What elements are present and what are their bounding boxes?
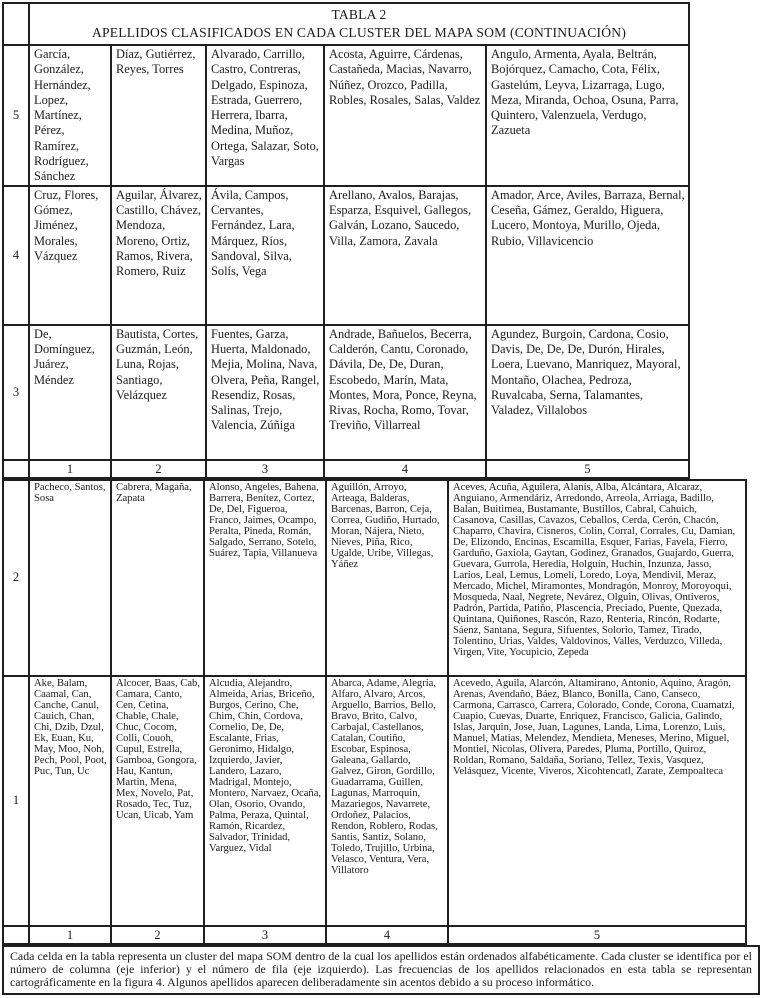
row-label-4: 4 [3,186,29,325]
cluster-cell-r1c5: Acevedo, Aguila, Alarcón, Altamirano, Antonio, Aquino, Aragón, Arenas, Avendaño, Báez, Blanco, Bonilla, Cano, Canseco, Carmona, Carrasco, Carrera, Colorado, Conde, Corona, Cuamatzi, Cuapio, Cuevas, Duarte, Enriquez, Francisco, Galicia, Galindo, Islas, Jarquin, Jose, Juan, Lagunes, Landa, Lima, Lorenzo, Luis, Manuel, Matias, Melendez, Mendieta, Meneses, Merino, Miguel, Montiel, Nicolas, Olivera, Paredes, Pluma, Portillo, Quiroz, Roldan, Romano, Saldaña, Soriano, Tellez, Texis, Vasquez, Velásquez, Vicente, Viveros, Xicohtencatl, Zarate, Zempoalteca [448,676,746,926]
cluster-cell-r4c3: Ávila, Campos, Cervantes, Fernández, Lara, Márquez, Ríos, Sandoval, Silva, Solís, Vega [206,186,324,325]
column-labels-row-bottom [3,926,746,944]
column-label-top-4: 4 [324,460,486,478]
cluster-cell-r3c3: Fuentes, Garza, Huerta, Maldonado, Mejia, Molina, Nava, Olvera, Peña, Rangel, Resendiz, Rosas, Salinas, Trejo, Valencia, Zúñiga [206,325,324,460]
column-label-bottom-5: 5 [448,926,746,944]
column-label-bottom-1: 1 [29,926,111,944]
table-row-5 [3,45,689,186]
column-labels-row-top [3,460,689,478]
column-label-bottom-3: 3 [204,926,326,944]
table-title-line1: TABLA 2 [331,7,387,22]
column-labels-bottom-corner [3,926,29,944]
cluster-cell-r4c4: Arellano, Avalos, Barajas, Esparza, Esquivel, Gallegos, Galván, Lozano, Saucedo, Villa, Zamora, Zavala [324,186,486,325]
cluster-cell-r5c3: Alvarado, Carrillo, Castro, Contreras, Delgado, Espinoza, Estrada, Guerrero, Herrera, Ibarra, Medina, Muñoz, Ortega, Salazar, Soto, Vargas [206,45,324,186]
column-label-top-1: 1 [29,460,111,478]
cluster-cell-r2c5: Aceves, Acuña, Aguilera, Alanís, Alba, Alcántara, Alcaraz, Anguiano, Armendáriz, Arredondo, Arreola, Arriaga, Badillo, Balan, Buitimea, Bustamante, Bustillos, Cabral, Cahuich, Casanova, Casillas, Cavazos, Ceballos, Cerda, Cerón, Chacón, Chaparro, Chavira, Cisneros, Colin, Corral, Corrales, Cu, Damian, De, Elizondo, Encinas, Escamilla, Esquer, Farias, Favela, Fierro, Garduño, Gaxiola, Gaytan, Godinez, Granados, Guajardo, Guerra, Guevara, Gurrola, Heredia, Holguín, Huchin, Inzunza, Jasso, Larios, Leal, Lemus, Lomelí, Loredo, Loya, Mendivil, Meraz, Mercado, Michel, Miramontes, Mondragón, Monroy, Moroyoqui, Mosqueda, Naal, Negrete, Nevárez, Olguin, Olivas, Ontiveros, Padrón, Partida, Patiño, Plascencia, Preciado, Puente, Quezada, Quintana, Quiñones, Rascón, Razo, Renteria, Rincón, Rodarte, Sáenz, Santana, Segura, Sifuentes, Solorio, Tamez, Tirado, Tolentino, Urias, Valdes, Valdovinos, Valles, Verduzco, Villeda, Virgen, Vite, Yocupicio, Zepeda [448,480,746,676]
cluster-cell-r2c2: Cabrera, Magaña, Zapata [111,480,204,676]
row-label-2: 2 [3,480,29,676]
som-cluster-table-top [2,2,690,479]
cluster-cell-r3c2: Bautista, Cortes, Guzmán, León, Luna, Rojas, Santiago, Velázquez [111,325,206,460]
table-row-3 [3,325,689,460]
table-footnote: Cada celda en la tabla representa un cluster del mapa SOM dentro de la cual los apellidos están ordenados alfabéticamente. Cada cluster se identifica por el número de columna (eje inferior) y el número de fila (eje izquierdo). Las frecuencias de los apellidos relacionados en esta tabla se representan cartográficamente en la figura 4. Algunos apellidos aparecen deliberadamente sin acentos debido a su proceso informático. [2,945,760,996]
table-row-1 [3,676,746,926]
cluster-cell-r2c1: Pacheco, Santos, Sosa [29,480,111,676]
cluster-cell-r3c1: De, Domínguez, Juárez, Méndez [29,325,111,460]
cluster-cell-r5c4: Acosta, Aguirre, Cárdenas, Castañeda, Macias, Navarro, Núñez, Orozco, Padilla, Robles, Rosales, Salas, Valdez [324,45,486,186]
column-labels-top-corner [3,460,29,478]
cluster-cell-r4c5: Amador, Arce, Aviles, Barraza, Bernal, Ceseña, Gámez, Geraldo, Higuera, Lucero, Montoya, Murillo, Ojeda, Rubio, Villavicencio [486,186,689,325]
cluster-cell-r4c2: Aguilar, Álvarez, Castillo, Chávez, Mendoza, Moreno, Ortiz, Ramos, Rivera, Romero, Ruiz [111,186,206,325]
cluster-cell-r5c2: Díaz, Gutiérrez, Reyes, Torres [111,45,206,186]
cluster-cell-r3c5: Agundez, Burgoin, Cardona, Cosio, Davis, De, De, De, Durón, Hirales, Loera, Luevano, Manriquez, Mayoral, Montaño, Olachea, Pedroza, Ruvalcaba, Serna, Talamantes, Valadez, Villalobos [486,325,689,460]
table-title-line2: APELLIDOS CLASIFICADOS EN CADA CLUSTER DEL MAPA SOM (CONTINUACIÓN) [91,25,627,40]
column-label-bottom-4: 4 [326,926,448,944]
cluster-cell-r5c1: García, González, Hernández, Lopez, Martínez, Pérez, Ramírez, Rodríguez, Sánchez [29,45,111,186]
row-label-1: 1 [3,676,29,926]
table-row-2 [3,480,746,676]
cluster-cell-r5c5: Angulo, Armenta, Ayala, Beltrán, Bojórquez, Camacho, Cota, Félix, Gastelúm, Leyva, Lizarraga, Lugo, Meza, Miranda, Ochoa, Osuna, Parra, Quintero, Valenzuela, Verdugo, Zazueta [486,45,689,186]
table-title-row [3,3,689,45]
column-label-top-5: 5 [486,460,689,478]
column-label-top-3: 3 [206,460,324,478]
title-row-corner-cell [3,3,29,45]
cluster-cell-r4c1: Cruz, Flores, Gómez, Jiménez, Morales, Vázquez [29,186,111,325]
column-label-bottom-2: 2 [111,926,204,944]
cluster-cell-r1c2: Alcocer, Baas, Cab, Camara, Canto, Cen, Cetina, Chable, Chale, Chuc, Cocom, Colli, Couoh, Cupul, Estrella, Gamboa, Gongora, Hau, Kantun, Martin, Mena, Mex, Novelo, Pat, Rosado, Tec, Tuz, Ucan, Uicab, Yam [111,676,204,926]
som-cluster-table-bottom [2,479,747,945]
cluster-cell-r3c4: Andrade, Bañuelos, Becerra, Calderón, Cantu, Coronado, Dávila, De, De, Duran, Escobedo, Marín, Mata, Montes, Mora, Ponce, Reyna, Rivas, Rocha, Romo, Tovar, Treviño, Villarreal [324,325,486,460]
cluster-cell-r1c1: Ake, Balam, Caamal, Can, Canche, Canul, Cauich, Chan, Chi, Dzib, Dzul, Ek, Euan, Ku, May, Moo, Noh, Pech, Pool, Poot, Puc, Tun, Uc [29,676,111,926]
cluster-cell-r1c3: Alcudia, Alejandro, Almeida, Arias, Briceño, Burgos, Cerino, Che, Chim, Chin, Cordova, Cornelio, De, De, Escalante, Frias, Geronimo, Hidalgo, Izquierdo, Javier, Landero, Lazaro, Madrigal, Montejo, Montero, Narvaez, Ocaña, Olan, Osorio, Ovando, Palma, Peraza, Quintal, Ramón, Ricardez, Salvador, Trinidad, Varguez, Vidal [204,676,326,926]
row-label-3: 3 [3,325,29,460]
row-label-5: 5 [3,45,29,186]
column-label-top-2: 2 [111,460,206,478]
table-title [29,3,689,45]
cluster-cell-r2c3: Alonso, Angeles, Bahena, Barrera, Benítez, Cortez, De, Del, Figueroa, Franco, Jaimes, Ocampo, Peralta, Pineda, Román, Salgado, Serrano, Sotelo, Suárez, Tapia, Villanueva [204,480,326,676]
cluster-cell-r1c4: Abarca, Adame, Alegria, Alfaro, Alvaro, Arcos, Arguello, Barrios, Bello, Bravo, Brito, Calvo, Carbajal, Castellanos, Catalan, Coutiño, Escobar, Espinosa, Galeana, Gallardo, Galvez, Giron, Gordillo, Guadarrama, Guillen, Lagunas, Marroquin, Mazariegos, Navarrete, Ordoñez, Palacios, Rendon, Roblero, Rodas, Santis, Santiz, Solano, Toledo, Trujillo, Urbina, Velasco, Ventura, Vera, Villatoro [326,676,448,926]
cluster-cell-r2c4: Aguillón, Arroyo, Arteaga, Balderas, Barcenas, Barron, Ceja, Correa, Gudiño, Hurtado, Moran, Nájera, Nieto, Nieves, Piña, Rico, Ugalde, Uribe, Villegas, Yáñez [326,480,448,676]
table-row-4 [3,186,689,325]
